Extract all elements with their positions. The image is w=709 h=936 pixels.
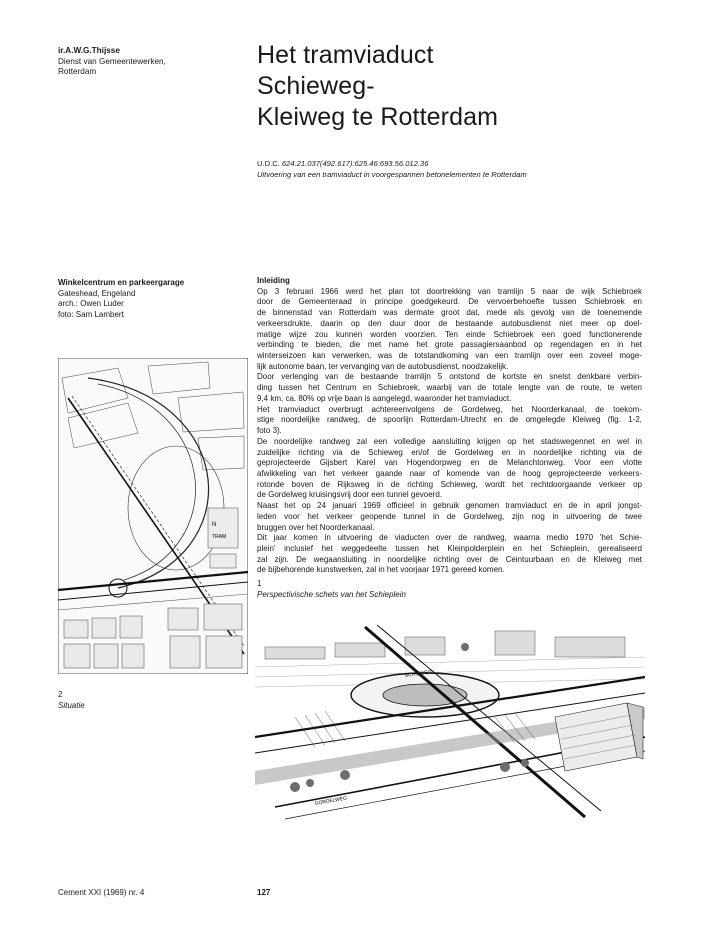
body-line: Op 3 februari 1966 werd het plan tot doortrekking van tramlijn 5 naar de wijk Schiebroek [257, 286, 642, 296]
figure-1-number: 1 [257, 579, 262, 588]
body-paragraphs [257, 287, 642, 576]
sketch-label-b: SCHIEWEG [404, 669, 433, 679]
body-line: Dit jaar komen in uitvoering de viaducten over de randweg, waarna medio 1970 'het Schie- [257, 533, 642, 543]
body-line: verbinding te bieden, die met name het grote passagiersaanbod op regendagen en in het [257, 340, 642, 350]
author-block [58, 46, 166, 78]
map-label-b: TRAM [212, 534, 227, 540]
body-line: ding tussen het Centrum en Schiebroek, waarbij van de totale lengte van de route, te weten [257, 383, 642, 393]
body-line: Het tramviaduct overbrugt achtereenvolgens de Gordelweg, het Noorderkanaal, de toekom- [257, 404, 642, 414]
title-line-3: Kleiweg te Rotterdam [257, 103, 499, 131]
page-number: 127 [257, 888, 271, 897]
figure-1-caption-text: Perspectivische schets van het Schieplein [257, 589, 406, 599]
body-line: lijk autonome baan, ter vervanging van de autobusdienst, noodzakelijk. [257, 361, 509, 371]
sidebar-heading: Winkelcentrum en parkeergarage [58, 278, 185, 287]
article-subtitle: Uitvoering van een tramviaduct in voorgespannen betonelementen te Rotterdam [257, 170, 527, 179]
author-name: ir.A.W.G.Thijsse [58, 46, 120, 55]
figure-2-caption [58, 690, 85, 711]
body-line: matige wijze zou kunnen worden voorzien. Ten einde Schiebroek een goed functionerende [257, 329, 642, 339]
perspective-sketch-figure [255, 607, 645, 823]
sidebar-caption [58, 278, 184, 320]
body-line: verkeersdrukte, daarin op den duur door de bestaande autobusdienst niet meer op doel- [257, 318, 642, 328]
sidebar-line-4: foto: Sam Lambert [58, 309, 124, 319]
body-line: de bijbehorende kunstwerken, zal in het voorjaar 1971 gereed komen. [257, 565, 505, 575]
journal-footer: Cement XXI (1969) nr. 4 [58, 888, 145, 897]
body-line: De noordelijke randweg zal een volledige aansluiting krijgen op het stadswegennet en wel in [257, 436, 642, 446]
map-label-a: N [212, 522, 217, 528]
body-line: de Gordelweg kruisingsvrij door een tunnel gevoerd. [257, 490, 442, 500]
figure-1-caption [257, 579, 406, 600]
body-line: stige noordelijke randweg, de spoorlijn Rotterdam-Utrecht en de omgelegde Kleiweg (fig. 1-2, [257, 415, 642, 425]
body-line: Naast het op 24 januari 1969 officieel in gebruik genomen tramviaduct en de in april jongst- [257, 501, 642, 511]
body-line: foto 3). [257, 426, 282, 436]
body-text [257, 276, 642, 576]
sidebar-line-2: Gateshead, Engeland [58, 288, 136, 298]
title-line-2: Schieweg- [257, 72, 375, 100]
figure-2-caption-text: Situatie [58, 700, 85, 710]
figure-2-number: 2 [58, 690, 63, 699]
body-line: Door verlenging van de bestaande tramlijn 5 ontstond de kortste en snelst denkbare verbin- [257, 372, 642, 382]
body-line: de binnenstad van Rotterdam was dermate groot dat, mede als gevolg van de toenemende [257, 308, 642, 318]
body-line: plein' inclusief het weggedeelte tussen het Kleinpolderplein en het Schieplein, gerealiseerd [257, 543, 642, 553]
title-line-1: Het tramviaduct [257, 41, 434, 69]
body-line: zal zijn. De wegaansluiting in noordelijke richting over de Ceintuurbaan en de Kleiweg met [257, 554, 642, 564]
udc-code: 624.21.037(492.617):625.46:693.56.012.36 [281, 159, 429, 168]
body-line: zuidelijke richting via de Schieweg en/of de Gordelweg en in noordelijke richting via de [257, 447, 642, 457]
sketch-label-a: GORDELWEG [314, 795, 348, 807]
body-line: 9,4 km, ca. 80% op vrije baan is aangelegd, waaronder het tramviaduct. [257, 393, 512, 403]
site-map-figure [58, 358, 248, 674]
author-city: Rotterdam [58, 67, 97, 77]
body-line: afwikkeling van het verkeer gaande naar of komende van de hoog geprojecteerde verkeers- [257, 468, 642, 478]
section-heading: Inleiding [257, 276, 290, 285]
body-line: leden voor het verkeer geopende tunnel in de Gordelweg, zijn nog in uitvoering de twee [257, 511, 642, 521]
body-line: geprojecteerde Gijsbert Karel van Hogendorpweg en de Melanchtonweg. Voor een vlotte [257, 458, 642, 468]
author-affiliation: Dienst van Gemeentewerken, [58, 56, 166, 66]
sidebar-line-3: arch.: Owen Luder [58, 299, 124, 309]
body-line: rotonde boven de Rijksweg in de richting Schieweg, wordt het rechtdoorgaande verkeer op [257, 479, 642, 489]
udc-prefix: U.D.C. [257, 159, 280, 168]
body-line: door de Gemeenteraad in principe goedgekeurd. De vervoerbehoefte tussen Schiebroek en [257, 297, 642, 307]
body-line: bruggen over het Noorderkanaal. [257, 522, 375, 532]
body-line: winterseizoen kan verwerken, was de totstandkoming van een tramlijn over een zoveel moge- [257, 351, 642, 361]
article-title [257, 40, 498, 133]
udc-block [257, 158, 527, 180]
